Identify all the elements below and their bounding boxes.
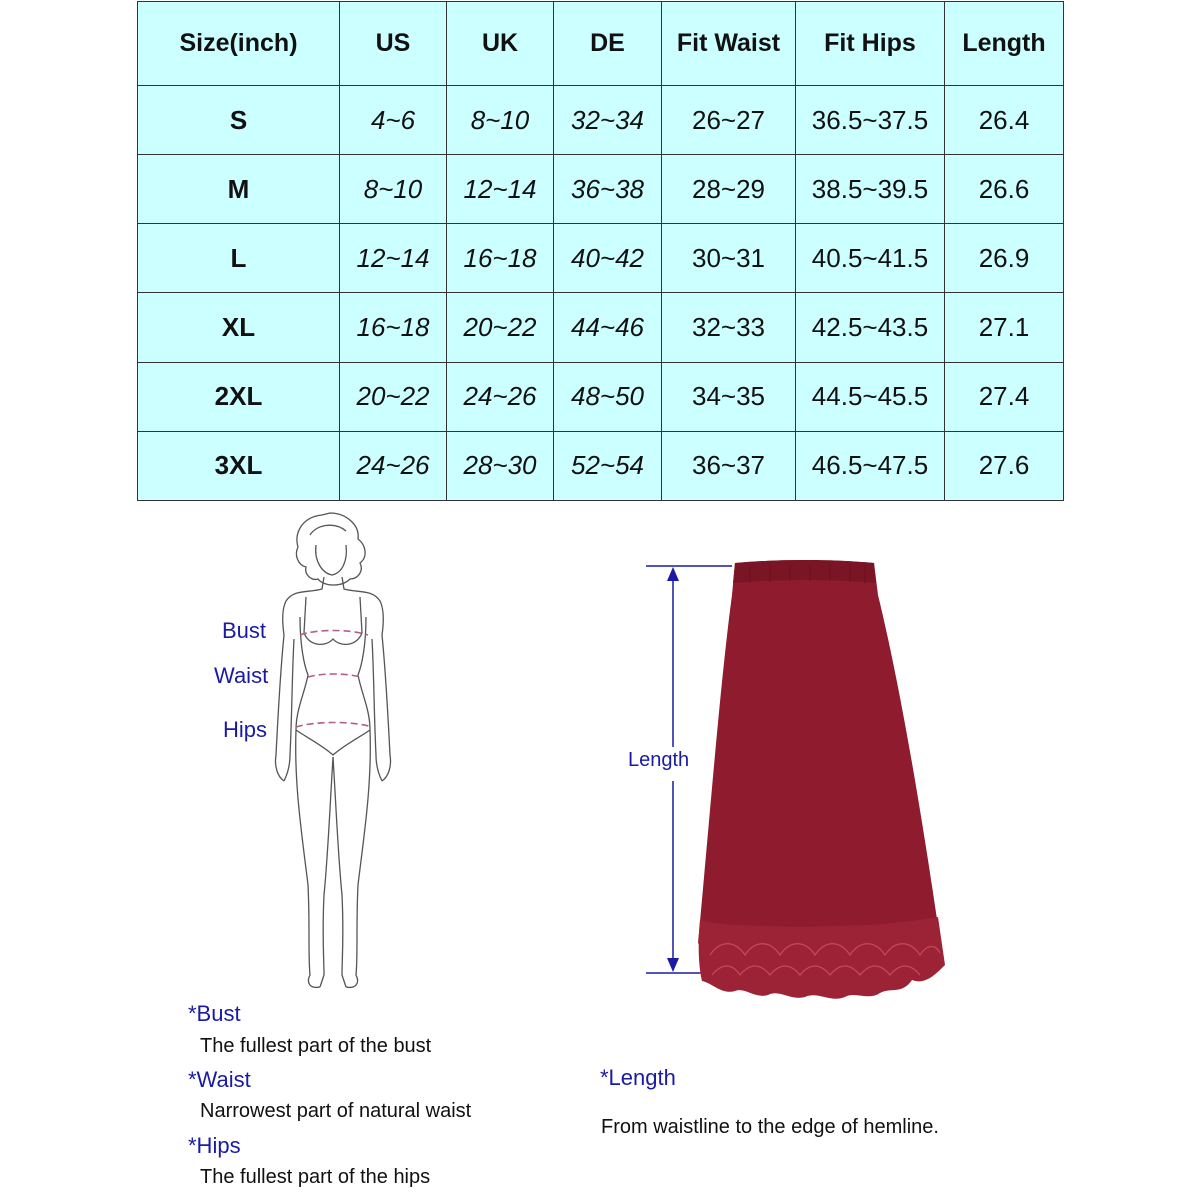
fit-hips-cell: 40.5~41.5 bbox=[796, 224, 945, 293]
de-cell: 44~46 bbox=[554, 293, 662, 362]
uk-cell: 28~30 bbox=[447, 431, 554, 500]
bust-definition: The fullest part of the bust bbox=[200, 1035, 432, 1057]
length-cell: 27.6 bbox=[945, 431, 1064, 500]
uk-cell: 8~10 bbox=[447, 86, 554, 155]
length-cell: 26.9 bbox=[945, 224, 1064, 293]
body-figure-illustration bbox=[250, 505, 430, 1000]
bust-measure-line bbox=[300, 631, 368, 636]
skirt-illustration bbox=[640, 555, 980, 1005]
header-us: US bbox=[340, 2, 447, 86]
us-cell: 20~22 bbox=[340, 362, 447, 431]
hips-definition: The fullest part of the hips bbox=[200, 1166, 431, 1188]
de-cell: 52~54 bbox=[554, 431, 662, 500]
fit-hips-cell: 42.5~43.5 bbox=[796, 293, 945, 362]
table-row bbox=[138, 155, 1064, 224]
table-header-row bbox=[138, 2, 1064, 86]
us-cell: 16~18 bbox=[340, 293, 447, 362]
skirt-shape bbox=[698, 560, 940, 959]
size-chart-table bbox=[137, 1, 1064, 501]
fit-hips-cell: 38.5~39.5 bbox=[796, 155, 945, 224]
header-fit-waist: Fit Waist bbox=[662, 2, 796, 86]
waist-term: *Waist bbox=[188, 1067, 251, 1092]
fit-waist-cell: 30~31 bbox=[662, 224, 796, 293]
size-cell: S bbox=[138, 86, 340, 155]
length-cell: 26.6 bbox=[945, 155, 1064, 224]
table-row bbox=[138, 224, 1064, 293]
header-length: Length bbox=[945, 2, 1064, 86]
bust-term: *Bust bbox=[188, 1001, 241, 1026]
length-term: *Length bbox=[600, 1065, 676, 1090]
header-fit-hips: Fit Hips bbox=[796, 2, 945, 86]
fit-waist-cell: 34~35 bbox=[662, 362, 796, 431]
uk-cell: 20~22 bbox=[447, 293, 554, 362]
us-cell: 8~10 bbox=[340, 155, 447, 224]
skirt-length-label: Length bbox=[628, 749, 690, 771]
size-cell: 2XL bbox=[138, 362, 340, 431]
size-cell: M bbox=[138, 155, 340, 224]
size-cell: 3XL bbox=[138, 431, 340, 500]
length-cell: 27.4 bbox=[945, 362, 1064, 431]
us-cell: 4~6 bbox=[340, 86, 447, 155]
de-cell: 36~38 bbox=[554, 155, 662, 224]
hips-measure-line bbox=[296, 723, 372, 728]
arrow-down-icon bbox=[667, 958, 679, 972]
us-cell: 12~14 bbox=[340, 224, 447, 293]
fit-hips-cell: 44.5~45.5 bbox=[796, 362, 945, 431]
fit-waist-cell: 32~33 bbox=[662, 293, 796, 362]
bust-label: Bust bbox=[222, 618, 267, 643]
hips-label: Hips bbox=[223, 717, 268, 742]
header-size: Size(inch) bbox=[138, 2, 340, 86]
de-cell: 40~42 bbox=[554, 224, 662, 293]
length-cell: 26.4 bbox=[945, 86, 1064, 155]
table-row bbox=[138, 293, 1064, 362]
us-cell: 24~26 bbox=[340, 431, 447, 500]
header-de: DE bbox=[554, 2, 662, 86]
size-cell: L bbox=[138, 224, 340, 293]
size-cell: XL bbox=[138, 293, 340, 362]
de-cell: 32~34 bbox=[554, 86, 662, 155]
table-row bbox=[138, 431, 1064, 500]
table-row bbox=[138, 362, 1064, 431]
length-definition: From waistline to the edge of hemline. bbox=[601, 1116, 939, 1138]
header-uk: UK bbox=[447, 2, 554, 86]
waist-measure-line bbox=[308, 674, 360, 677]
lace-hem bbox=[699, 917, 945, 999]
uk-cell: 12~14 bbox=[447, 155, 554, 224]
uk-cell: 16~18 bbox=[447, 224, 554, 293]
hips-term: *Hips bbox=[188, 1133, 241, 1158]
fit-hips-cell: 46.5~47.5 bbox=[796, 431, 945, 500]
fit-waist-cell: 36~37 bbox=[662, 431, 796, 500]
arrow-up-icon bbox=[667, 567, 679, 581]
waist-label: Waist bbox=[214, 663, 269, 688]
fit-waist-cell: 26~27 bbox=[662, 86, 796, 155]
fit-hips-cell: 36.5~37.5 bbox=[796, 86, 945, 155]
fit-waist-cell: 28~29 bbox=[662, 155, 796, 224]
waist-definition: Narrowest part of natural waist bbox=[200, 1100, 472, 1122]
de-cell: 48~50 bbox=[554, 362, 662, 431]
uk-cell: 24~26 bbox=[447, 362, 554, 431]
length-cell: 27.1 bbox=[945, 293, 1064, 362]
table-row bbox=[138, 86, 1064, 155]
